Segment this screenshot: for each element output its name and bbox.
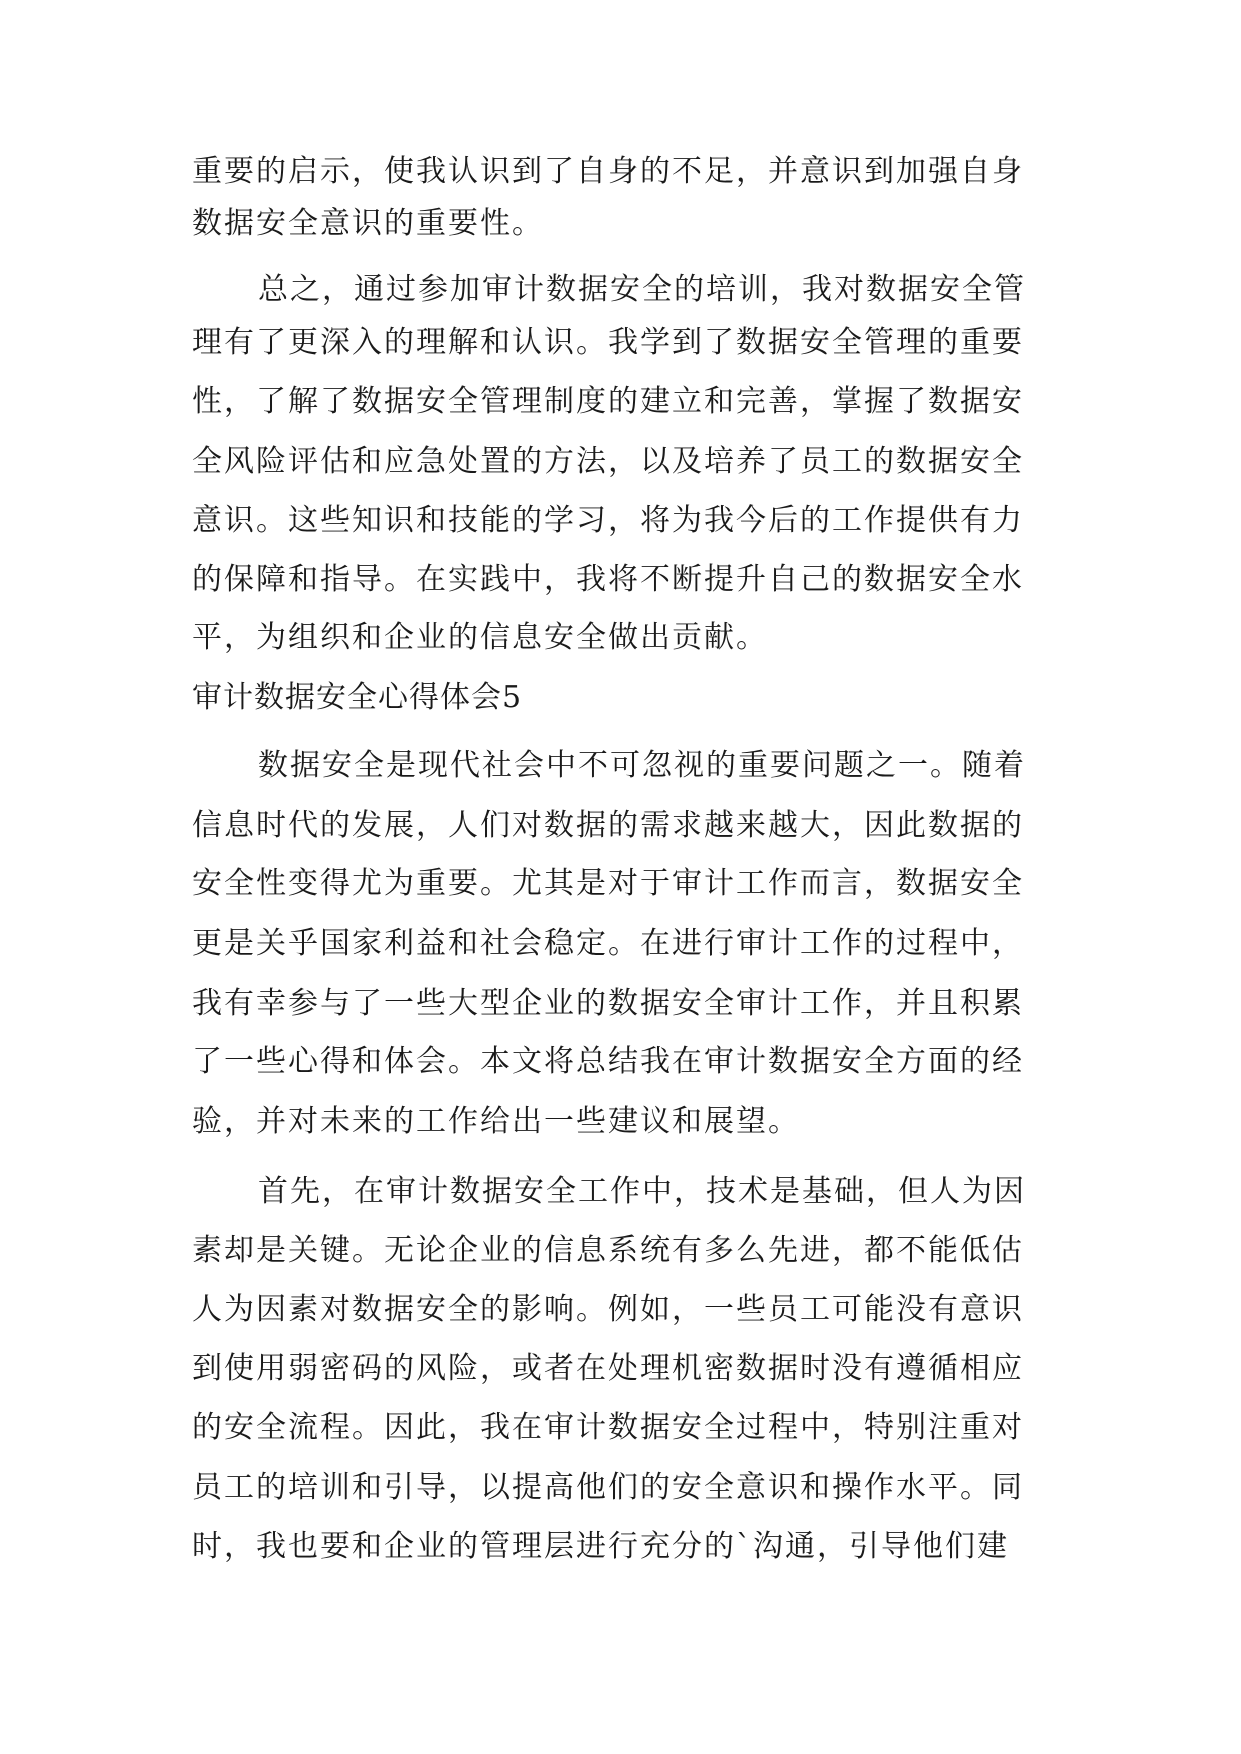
text-line: 更是关乎国家利益和社会稳定。在进行审计工作的过程中， [192, 926, 1024, 961]
text-line: 信息时代的发展，人们对数据的需求越来越大，因此数据的 [192, 808, 1024, 843]
paragraph-first-line: 首先，在审计数据安全工作中，技术是基础，但人为因 [258, 1174, 1026, 1209]
text-line: 人为因素对数据安全的影响。例如，一些员工可能没有意识 [192, 1292, 1024, 1327]
text-line: 意识。这些知识和技能的学习，将为我今后的工作提供有力 [192, 503, 1024, 538]
paragraph-first-line: 数据安全是现代社会中不可忽视的重要问题之一。随着 [258, 748, 1026, 783]
text-line: 的安全流程。因此，我在审计数据安全过程中，特别注重对 [192, 1410, 1024, 1445]
paragraph-first-line: 总之，通过参加审计数据安全的培训，我对数据安全管 [258, 272, 1026, 307]
text-line: 素却是关键。无论企业的信息系统有多么先进，都不能低估 [192, 1233, 1024, 1268]
text-line: 我有幸参与了一些大型企业的数据安全审计工作，并且积累 [192, 986, 1024, 1021]
text-line: 理有了更深入的理解和认识。我学到了数据安全管理的重要 [192, 325, 1024, 360]
text-line: 数据安全意识的重要性。 [192, 206, 544, 241]
text-line: 的保障和指导。在实践中，我将不断提升自己的数据安全水 [192, 562, 1024, 597]
text-line: 员工的培训和引导，以提高他们的安全意识和操作水平。同 [192, 1470, 1024, 1505]
text-line: 验，并对未来的工作给出一些建议和展望。 [192, 1104, 800, 1139]
text-line: 性，了解了数据安全管理制度的建立和完善，掌握了数据安 [192, 384, 1024, 419]
text-line: 到使用弱密码的风险，或者在处理机密数据时没有遵循相应 [192, 1351, 1024, 1386]
text-line: 安全性变得尤为重要。尤其是对于审计工作而言，数据安全 [192, 866, 1024, 901]
text-line: 重要的启示，使我认识到了自身的不足，并意识到加强自身 [192, 154, 1024, 189]
text-line: 了一些心得和体会。本文将总结我在审计数据安全方面的经 [192, 1044, 1024, 1079]
text-line: 全风险评估和应急处置的方法，以及培养了员工的数据安全 [192, 444, 1024, 479]
section-heading: 审计数据安全心得体会5 [192, 680, 523, 715]
text-line: 时，我也要和企业的管理层进行充分的`沟通，引导他们建 [192, 1529, 1009, 1564]
text-line: 平，为组织和企业的信息安全做出贡献。 [192, 620, 768, 655]
